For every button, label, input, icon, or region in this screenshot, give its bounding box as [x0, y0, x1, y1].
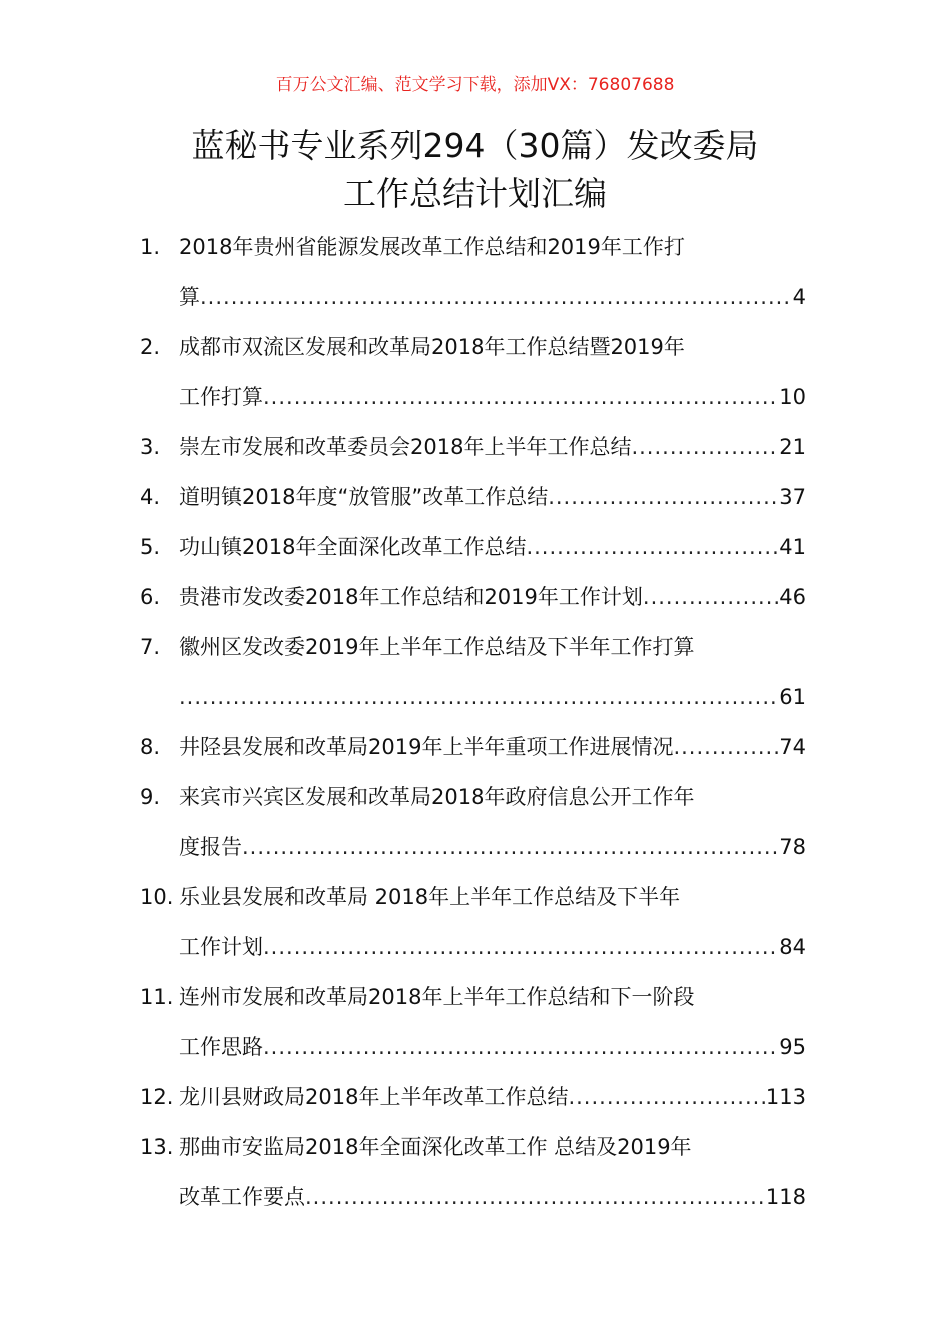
toc-dot-leader: [263, 372, 779, 422]
toc-entry-text: 工作计划: [179, 935, 263, 959]
table-of-contents: [140, 222, 806, 1222]
toc-page-number: 4: [792, 285, 806, 309]
toc-page-number: 41: [779, 535, 806, 559]
toc-entry-number: 7.: [140, 635, 161, 659]
toc-dot-leader: [631, 422, 779, 472]
toc-entry-last-line: [179, 1022, 806, 1072]
toc-entry-text: 乐业县发展和改革局 2018年上半年工作总结及下半年: [179, 885, 681, 909]
toc-entry-text: 度报告: [179, 835, 242, 859]
toc-entry-text: 那曲市安监局2018年全面深化改革工作 总结及2019年: [179, 1135, 692, 1159]
toc-entry-last-line: [179, 522, 806, 572]
toc-entry[interactable]: [140, 1072, 806, 1122]
toc-entry-number: 12.: [140, 1085, 174, 1109]
toc-entry-number: 8.: [140, 735, 161, 759]
toc-dot-leader: [200, 272, 793, 322]
toc-entry-last-line: [179, 722, 806, 772]
toc-entry[interactable]: [140, 772, 806, 872]
toc-dot-leader: [263, 922, 779, 972]
toc-entry-number: 13.: [140, 1135, 174, 1159]
toc-entry-text: 算: [179, 285, 200, 309]
title-line-1: 蓝秘书专业系列294（30篇）发改委局: [191, 126, 759, 165]
toc-entry-text: 成都市双流区发展和改革局2018年工作总结暨2019年: [179, 335, 685, 359]
toc-entry-text: 功山镇2018年全面深化改革工作总结: [179, 535, 527, 559]
toc-page-number: 61: [779, 685, 806, 709]
toc-entry[interactable]: [140, 572, 806, 622]
toc-entry-number: 2.: [140, 335, 161, 359]
toc-dot-leader: [263, 1022, 779, 1072]
toc-dot-leader: [242, 822, 779, 872]
toc-dot-leader: [179, 672, 779, 722]
toc-dot-leader: [643, 572, 779, 622]
toc-entry-last-line: [179, 1072, 806, 1122]
toc-entry-last-line: [179, 372, 806, 422]
toc-page-number: 84: [779, 935, 806, 959]
toc-dot-leader: [305, 1172, 766, 1222]
toc-page-number: 46: [779, 585, 806, 609]
toc-entry-last-line: [179, 272, 806, 322]
toc-entry-text: 连州市发展和改革局2018年上半年工作总结和下一阶段: [179, 985, 695, 1009]
toc-entry-last-line: [179, 672, 806, 722]
toc-dot-leader: [673, 722, 779, 772]
toc-entry-text: 工作思路: [179, 1035, 263, 1059]
toc-entry[interactable]: [140, 322, 806, 422]
toc-page-number: 95: [779, 1035, 806, 1059]
title-line-2: 工作总结计划汇编: [343, 174, 607, 213]
toc-entry[interactable]: [140, 872, 806, 972]
toc-entry[interactable]: [140, 522, 806, 572]
toc-entry-last-line: [179, 822, 806, 872]
toc-dot-leader: [548, 472, 779, 522]
page-title: [0, 122, 950, 218]
toc-entry-number: 1.: [140, 235, 161, 259]
toc-page-number: 10: [779, 385, 806, 409]
toc-entry-number: 9.: [140, 785, 161, 809]
toc-dot-leader: [568, 1072, 765, 1122]
toc-entry[interactable]: [140, 422, 806, 472]
toc-entry-number: 5.: [140, 535, 161, 559]
toc-entry-number: 3.: [140, 435, 161, 459]
toc-page-number: 21: [779, 435, 806, 459]
toc-entry-number: 11.: [140, 985, 174, 1009]
toc-page-number: 74: [779, 735, 806, 759]
toc-entry-text: 改革工作要点: [179, 1185, 305, 1209]
toc-entry-text: 井陉县发展和改革局2019年上半年重项工作进展情况: [179, 735, 674, 759]
toc-entry[interactable]: [140, 722, 806, 772]
toc-entry-text: 贵港市发改委2018年工作总结和2019年工作计划: [179, 585, 643, 609]
toc-entry[interactable]: [140, 622, 806, 722]
toc-entry-text: 2018年贵州省能源发展改革工作总结和2019年工作打: [179, 235, 685, 259]
toc-page-number: 113: [765, 1085, 806, 1109]
toc-page-number: 37: [779, 485, 806, 509]
toc-entry-last-line: [179, 572, 806, 622]
toc-entry-last-line: [179, 472, 806, 522]
toc-entry-text: 道明镇2018年度“放管服”改革工作总结: [179, 485, 549, 509]
toc-entry[interactable]: [140, 222, 806, 322]
toc-entry-text: 龙川县财政局2018年上半年改革工作总结: [179, 1085, 569, 1109]
header-note: 百万公文汇编、范文学习下载，添加VX：76807688: [275, 75, 675, 95]
toc-entry[interactable]: [140, 972, 806, 1072]
toc-page-number: 78: [779, 835, 806, 859]
toc-entry-number: 4.: [140, 485, 161, 509]
toc-entry-number: 10.: [140, 885, 174, 909]
toc-entry-text: 崇左市发展和改革委员会2018年上半年工作总结: [179, 435, 632, 459]
toc-entry-last-line: [179, 922, 806, 972]
toc-entry[interactable]: [140, 1122, 806, 1222]
toc-dot-leader: [526, 522, 779, 572]
toc-entry-last-line: [179, 1172, 806, 1222]
toc-entry[interactable]: [140, 472, 806, 522]
toc-entry-text: 徽州区发改委2019年上半年工作总结及下半年工作打算: [179, 635, 695, 659]
toc-entry-text: 工作打算: [179, 385, 263, 409]
toc-entry-number: 6.: [140, 585, 161, 609]
toc-entry-last-line: [179, 422, 806, 472]
toc-page-number: 118: [765, 1185, 806, 1209]
toc-entry-text: 来宾市兴宾区发展和改革局2018年政府信息公开工作年: [179, 785, 695, 809]
